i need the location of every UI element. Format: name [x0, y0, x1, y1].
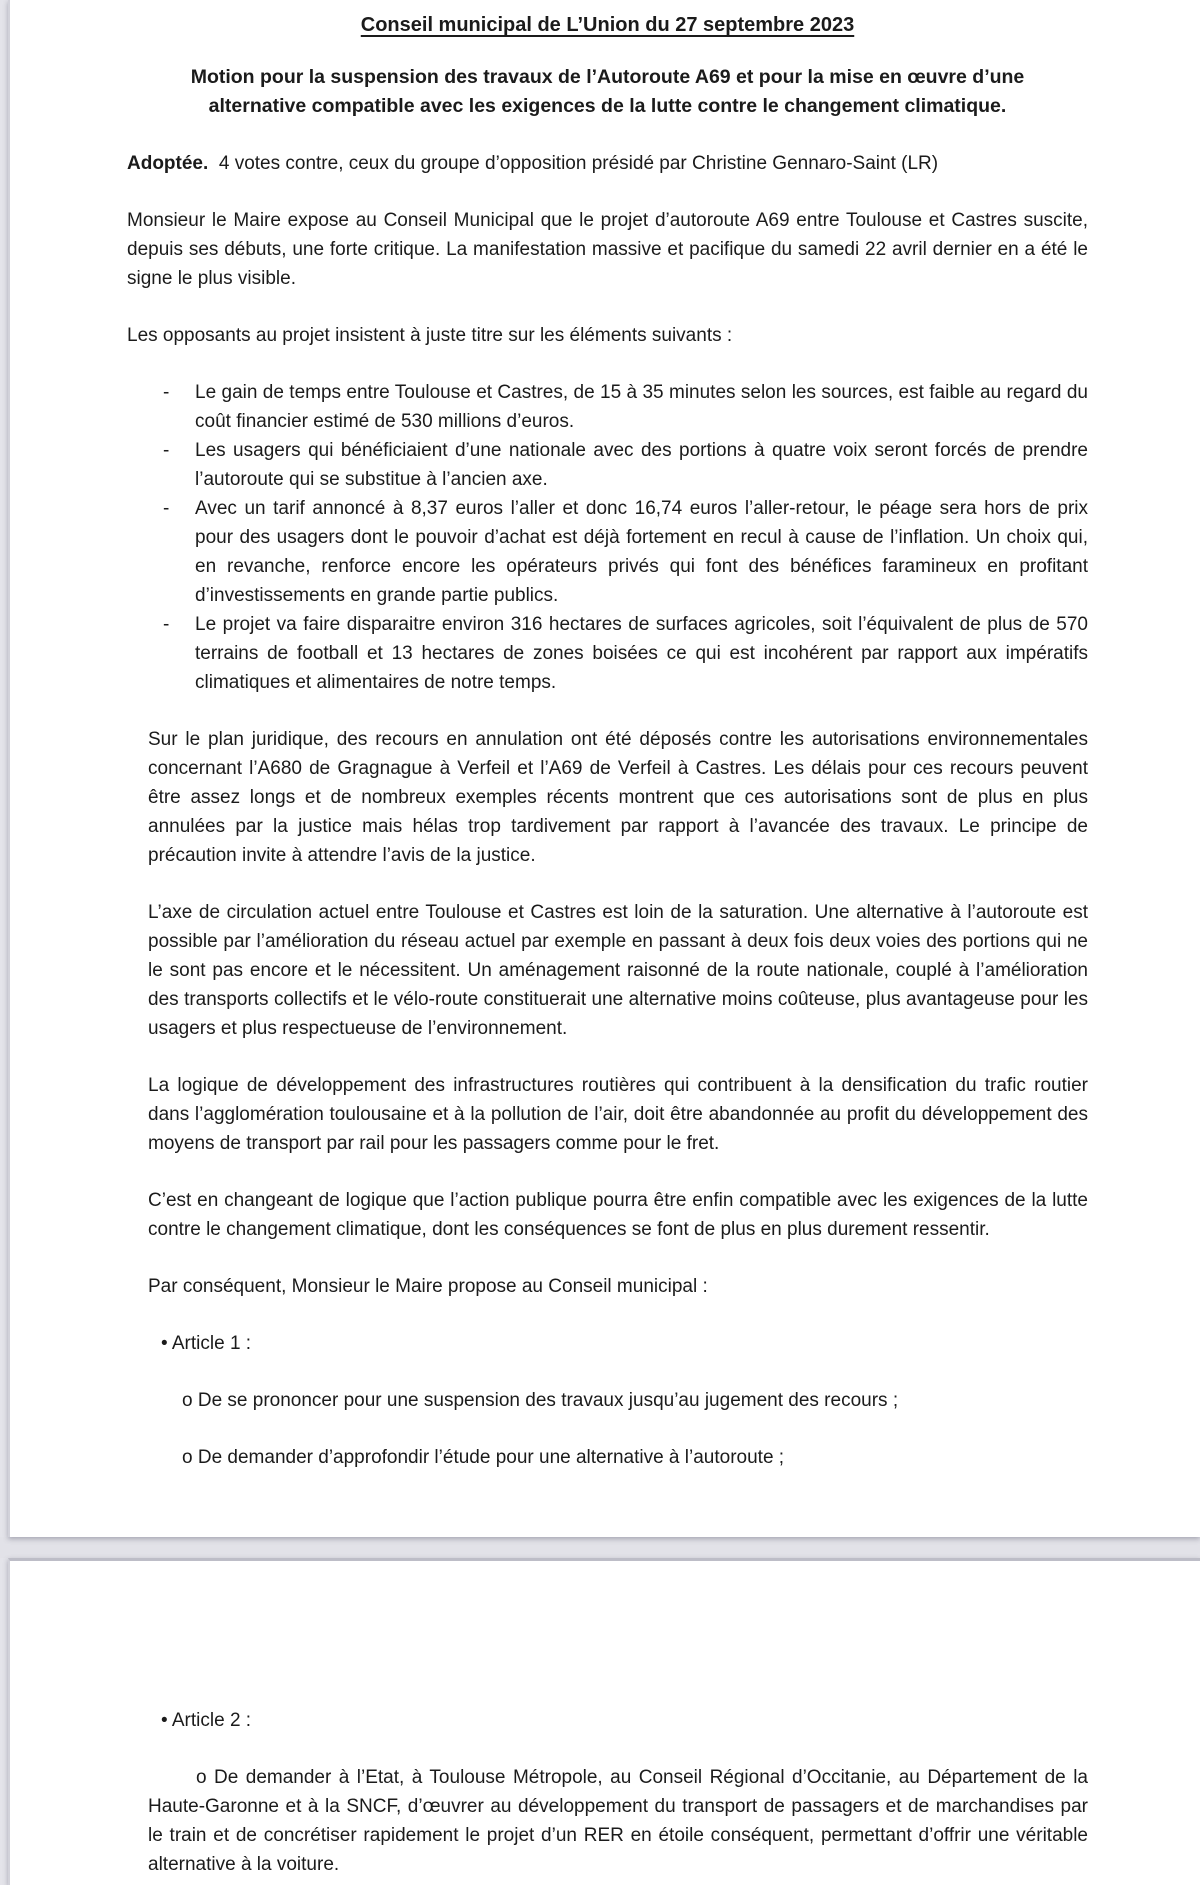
list-item-text: Le projet va faire disparaitre environ 316 hectares de surfaces agricoles, soit l’équivalent de plus de 570 terrains de football et 13 hectares de zones boisées ce qui est incohérent par rapport aux impératifs climatiques et alimentaires de notre temps. [195, 614, 1088, 693]
document-title: Conseil municipal de L’Union du 27 septembre 2023 [360, 14, 855, 36]
dash-bullet-marker: - [163, 614, 170, 635]
article-1-item: o De se prononcer pour une suspension des travaux jusqu’au jugement des recours ; [182, 1390, 899, 1411]
article-2-label: • Article 2 : [161, 1710, 252, 1731]
adoption-status-detail: 4 votes contre, ceux du groupe d’opposition présidé par Christine Gennaro-Saint (LR) [218, 153, 939, 174]
list-item-text: Le gain de temps entre Toulouse et Castres, de 15 à 35 minutes selon les sources, est faible au regard du coût financier estimé de 530 millions d’euros. [195, 382, 1088, 432]
paragraph-proposal: Par conséquent, Monsieur le Maire propose au Conseil municipal : [148, 1276, 708, 1297]
list-item [127, 436, 1088, 494]
page-2 [8, 1558, 1200, 1885]
list-item [127, 378, 1088, 436]
page-gap [0, 1537, 1200, 1558]
paragraph-climate: C’est en changeant de logique que l’action publique pourra être enfin compatible avec les exigences de la lutte contre le changement climatique, dont les conséquences se font de plus en plus durement ressentir. [148, 1190, 1088, 1240]
article-2-item: o De demander à l’Etat, à Toulouse Métropole, au Conseil Régional d’Occitanie, au Département de la Haute-Garonne et à la SNCF, d’œuvrer au développement du transport de passagers et de marchandises par le train et de concrétiser rapidement le projet d’un RER en étoile conséquent, permettant d’offrir une véritable alternative à la voiture. [148, 1767, 1088, 1875]
paragraph-alternative: L’axe de circulation actuel entre Toulouse et Castres est loin de la saturation. Une alternative à l’autoroute est possible par l’amélioration du réseau actuel par exemple en passant à deux fois deux voies des portions qui ne le sont pas encore et le nécessitent. Un aménagement raisonné de la route nationale, couplé à l’amélioration des transports collectifs et le vélo-route constituerait une alternative moins coûteuse, plus avantageuse pour les usagers et plus respectueuse de l’environnement. [148, 902, 1088, 1039]
adoption-status-line [127, 149, 1088, 178]
dash-bullet-marker: - [163, 440, 170, 461]
list-item [127, 610, 1088, 697]
page-1 [8, 0, 1200, 1537]
paragraph-rail: La logique de développement des infrastructures routières qui contribuent à la densification du trafic routier dans l’agglomération toulousaine et à la pollution de l’air, doit être abandonnée au profit du développement des moyens de transport par rail pour les passagers comme pour le fret. [148, 1075, 1088, 1154]
intro-paragraph: Monsieur le Maire expose au Conseil Municipal que le projet d’autoroute A69 entre Toulouse et Castres suscite, depuis ses débuts, une forte critique. La manifestation massive et pacifique du samedi 22 avril dernier en a été le signe le plus visible. [127, 210, 1088, 289]
article-1-item: o De demander d’approfondir l’étude pour une alternative à l’autoroute ; [182, 1447, 785, 1468]
paragraph-legal: Sur le plan juridique, des recours en annulation ont été déposés contre les autorisations environnementales concernant l’A680 de Gragnague à Verfeil et l’A69 de Verfeil à Castres. Les délais pour ces recours peuvent être assez longs et de nombreux exemples récents montrent que ces autorisations sont de plus en plus annulées par la justice mais hélas trop tardivement par rapport à l’avancée des travaux. Le principe de précaution invite à attendre l’avis de la justice. [148, 729, 1088, 866]
bullets-intro: Les opposants au projet insistent à juste titre sur les éléments suivants : [127, 325, 733, 346]
list-item [127, 494, 1088, 610]
dash-bullet-marker: - [163, 382, 170, 403]
adoption-status-label: Adoptée. [127, 153, 209, 174]
list-item-text: Les usagers qui bénéficiaient d’une nationale avec des portions à quatre voix seront forcés de prendre l’autoroute qui se substitue à l’ancien axe. [195, 440, 1088, 490]
article-1-label: • Article 1 : [161, 1333, 252, 1354]
document-subtitle: Motion pour la suspension des travaux de l’Autoroute A69 et pour la mise en œuvre d’une alternative compatible avec les exigences de la lutte contre le changement climatique. [190, 66, 1025, 117]
bullet-list [127, 378, 1088, 697]
list-item-text: Avec un tarif annoncé à 8,37 euros l’aller et donc 16,74 euros l’aller-retour, le péage sera hors de prix pour des usagers dont le pouvoir d’achat est déjà fortement en recul à cause de l’inflation. Un choix qui, en revanche, renforce encore les opérateurs privés qui font des bénéfices faramineux en profitant d’investissements en grande partie publics. [195, 498, 1088, 606]
dash-bullet-marker: - [163, 498, 170, 519]
